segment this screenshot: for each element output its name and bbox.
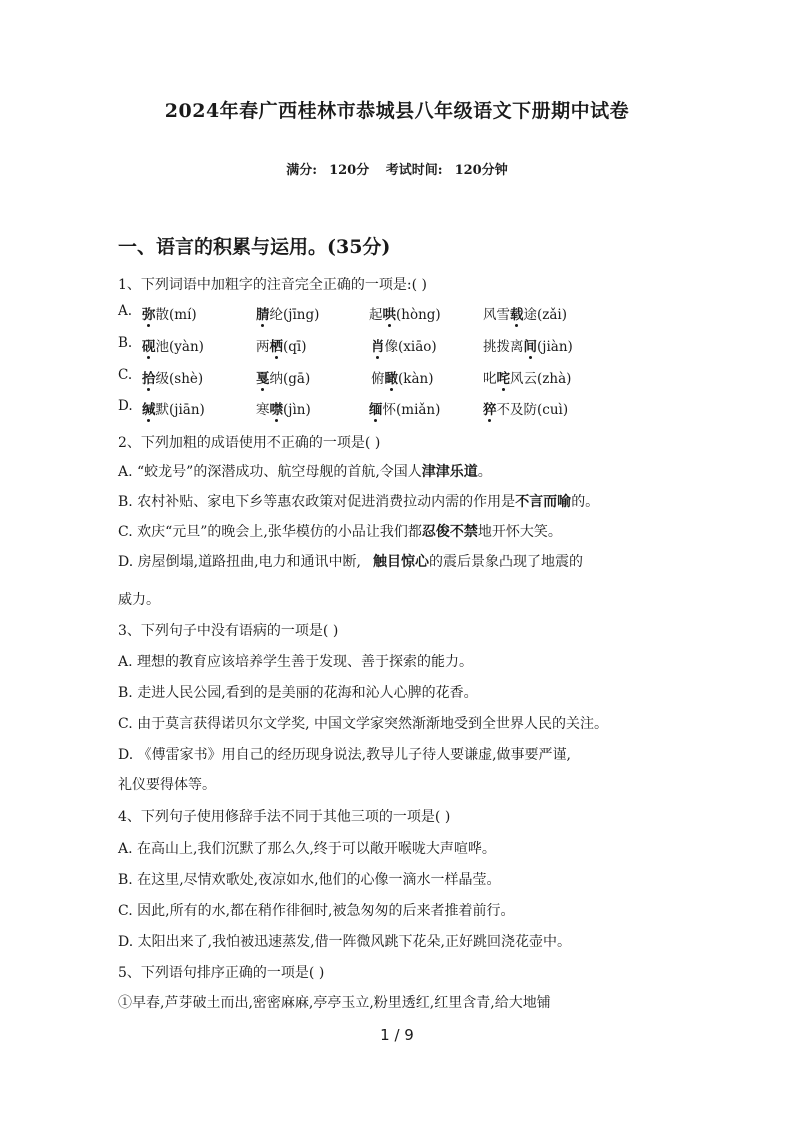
option-text: 地开怀大笑。	[477, 524, 562, 540]
option-text: 的。	[571, 494, 600, 510]
question-3-option-c: C. 由于莫言获得诺贝尔文学奖, 中国文学家突然渐渐地受到全世界人民的关注。	[118, 716, 609, 732]
option-label: D.	[118, 398, 133, 414]
emphasized-char: 戛	[256, 371, 270, 387]
option-text: (kàn)	[398, 371, 434, 387]
question-2-option-b	[118, 491, 599, 511]
option-text: (jiàn)	[537, 339, 573, 355]
emphasized-char: 载	[510, 307, 524, 323]
option-text: 池(yàn)	[155, 339, 204, 355]
exam-meta	[0, 159, 794, 178]
option-text: 散(mí)	[155, 307, 197, 323]
question-5-stem: 5、下列语句排序正确的一项是( )	[118, 965, 325, 981]
emphasized-char: 间	[523, 339, 537, 355]
bold-idiom: 忍俊不禁	[421, 524, 478, 540]
option-text: (hòng)	[396, 307, 441, 323]
emphasized-char: 哄	[382, 307, 396, 323]
option-text: C. 欢庆“元旦”的晚会上,张华模仿的小品让我们都	[118, 524, 422, 540]
option-text: 级(shè)	[155, 371, 204, 387]
question-4-option-a: A. 在高山上,我们沉默了那么久,终于可以敞开喉咙大声喧哗。	[118, 841, 496, 857]
option-text: 挑拨离	[483, 339, 524, 355]
page-title: 2024年春广西桂林市恭城县八年级语文下册期中试卷	[164, 100, 630, 122]
emphasized-char: 咤	[496, 371, 510, 387]
option-text: 怀(miǎn)	[382, 402, 441, 418]
emphasized-char: 猝	[483, 402, 497, 418]
emphasized-char: 缄	[142, 402, 156, 418]
emphasized-char: 弥	[142, 307, 156, 323]
question-2-option-c	[118, 521, 562, 541]
option-text: 。	[477, 464, 492, 480]
score-label: 满分:	[286, 163, 318, 178]
option-text: 风雪	[483, 307, 510, 323]
option-text: 寒	[256, 402, 270, 418]
question-3-stem: 3、下列句子中没有语病的一项是( )	[118, 623, 339, 639]
option-text: A. “蛟龙号”的深潜成功、航空母舰的首航,令国人	[118, 464, 422, 480]
question-4-option-c: C. 因此,所有的水,都在稍作徘徊时,被急匆匆的后来者推着前行。	[118, 903, 515, 919]
option-text: 像(xiāo)	[384, 339, 437, 355]
option-text: 默(jiān)	[155, 402, 205, 418]
option-text: 纶(jīng)	[269, 307, 320, 323]
option-text: 叱	[483, 371, 497, 387]
question-3-option-b: B. 走进人民公园,看到的是美丽的花海和沁人心脾的花香。	[118, 685, 478, 701]
question-3-option-a: A. 理想的教育应该培养学生善于发现、善于探索的能力。	[118, 654, 474, 670]
bold-idiom: 津津乐道	[421, 464, 478, 480]
section-heading: 一、语言的积累与运用。(35分)	[118, 236, 391, 258]
emphasized-char: 拾	[142, 371, 156, 387]
option-text: 的震后景象凸现了地震的	[428, 554, 583, 570]
question-3-option-d: D. 《傅雷家书》用自己的经历现身说法,教导儿子待人要谦虚,做事要严谨,	[118, 747, 571, 763]
bold-idiom: 触目惊心	[372, 554, 429, 570]
page-number: 1 / 9	[380, 1026, 414, 1044]
option-text: D. 房屋倒塌,道路扭曲,电力和通讯中断,	[118, 554, 361, 570]
option-label: B.	[118, 335, 133, 351]
question-3-option-d-cont: 礼仪要得体等。	[118, 777, 216, 793]
emphasized-char: 栖	[269, 339, 283, 355]
emphasized-char: 噤	[269, 402, 283, 418]
option-text: 途(zǎi)	[523, 307, 568, 323]
question-2-option-d-cont: 威力。	[118, 592, 160, 608]
option-text: B. 农村补贴、家电下乡等惠农政策对促进消费拉动内需的作用是	[118, 494, 516, 510]
question-2-option-d	[118, 551, 583, 571]
score-value: 120分	[329, 163, 370, 178]
time-label: 考试时间:	[385, 163, 443, 178]
emphasized-char: 肖	[371, 339, 385, 355]
question-4-option-d: D. 太阳出来了,我怕被迅速蒸发,借一阵微风跳下花朵,正好跳回浇花壶中。	[118, 934, 571, 950]
emphasized-char: 腈	[256, 307, 270, 323]
option-label: C.	[118, 367, 133, 383]
question-4-stem: 4、下列句子使用修辞手法不同于其他三项的一项是( )	[118, 809, 451, 825]
time-value: 120分钟	[454, 163, 508, 178]
option-text: 纳(gā)	[269, 371, 311, 387]
option-text: 两	[256, 339, 270, 355]
emphasized-char: 砚	[142, 339, 156, 355]
option-text: 不及防(cuì)	[496, 402, 569, 418]
question-2-stem: 2、下列加粗的成语使用不正确的一项是( )	[118, 435, 381, 451]
option-text: 风云(zhà)	[510, 371, 572, 387]
emphasized-char: 瞰	[384, 371, 398, 387]
option-text: 起	[369, 307, 383, 323]
option-text: 俯	[371, 371, 385, 387]
option-text: (qī)	[283, 339, 307, 355]
emphasized-char: 缅	[369, 402, 383, 418]
option-label: A.	[118, 303, 133, 319]
question-4-option-b: B. 在这里,尽情欢歌处,夜凉如水,他们的心像一滴水一样晶莹。	[118, 872, 501, 888]
question-5-sentence-1: ①早春,芦芽破土而出,密密麻麻,亭亭玉立,粉里透红,红里含青,给大地铺	[118, 995, 551, 1011]
question-2-option-a	[118, 461, 492, 481]
option-text: (jìn)	[283, 402, 311, 418]
question-1-stem: 1、下列词语中加粗字的注音完全正确的一项是:( )	[118, 277, 427, 293]
bold-idiom: 不言而喻	[515, 494, 572, 510]
